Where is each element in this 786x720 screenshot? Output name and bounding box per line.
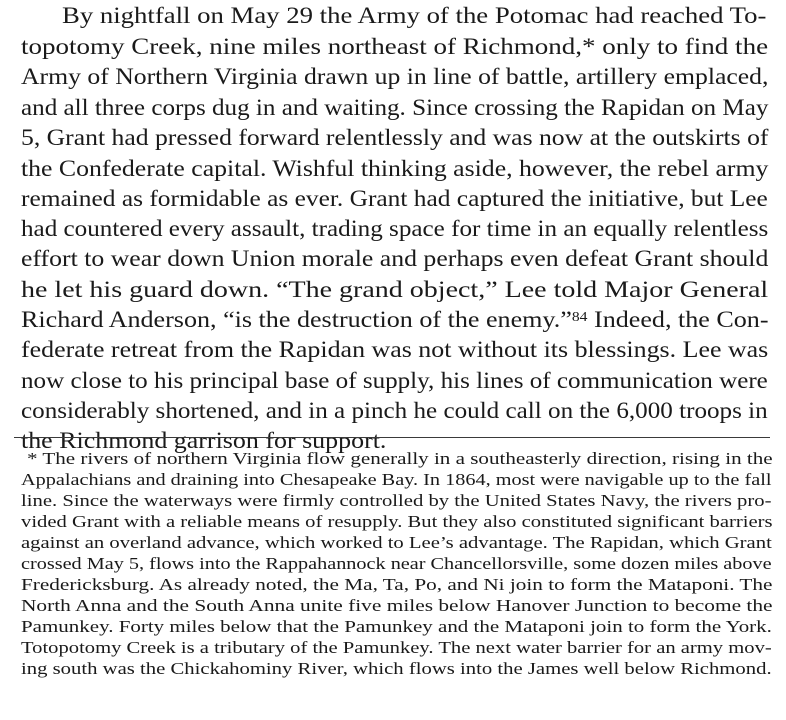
footnote-line: Totopotomy Creek is a tributary of the Pamunkey. The next water barrier for an army mov-: [21, 638, 772, 657]
body-line: By nightfall on May 29 the Army of the Potomac had reached To-: [62, 3, 767, 29]
footnote-line: * The rivers of northern Virginia flow generally in a southeasterly direction, rising in the: [27, 449, 773, 468]
body-line: the Richmond garrison for support.: [21, 428, 387, 454]
body-line: 5, Grant had pressed forward relentlessly and was now at the outskirts of: [21, 125, 769, 151]
footnote-line: Pamunkey. Forty miles below that the Pamunkey and the Mataponi join to form the York.: [21, 617, 772, 636]
footnote-divider: [14, 437, 770, 438]
body-line: and all three corps dug in and waiting. Since crossing the Rapidan on May: [21, 95, 769, 121]
body-line: now close to his principal base of supply, his lines of communication were: [21, 368, 768, 394]
footnote-line: Appalachians and draining into Chesapeake Bay. In 1864, most were navigable up to the fall: [21, 470, 772, 489]
body-line-text: Indeed, the Con-: [587, 307, 769, 333]
footnote-line: North Anna and the South Anna unite five miles below Hanover Junction to become the: [21, 596, 773, 615]
footnote-line: crossed May 5, flows into the Rappahannock near Chancellorsville, some dozen miles above: [21, 554, 772, 573]
body-line: considerably shortened, and in a pinch he could call on the 6,000 troops in: [21, 398, 768, 424]
footnote-line: against an overland advance, which worked to Lee’s advantage. The Rapidan, which Grant: [21, 533, 772, 552]
footnote-line: ing south was the Chickahominy River, which flows into the James well below Richmond.: [21, 659, 772, 678]
body-line: topotomy Creek, nine miles northeast of Richmond,* only to find the: [21, 34, 769, 60]
body-line: effort to wear down Union morale and perhaps even defeat Grant should: [21, 246, 769, 272]
body-line: he let his guard down. “The grand object,” Lee told Major General: [21, 277, 769, 303]
footnote-line: Fredericksburg. As already noted, the Ma, Ta, Po, and Ni join to form the Mataponi. The: [21, 575, 773, 594]
body-line: Army of Northern Virginia drawn up in line of battle, artillery emplaced,: [21, 64, 769, 90]
body-line: the Confederate capital. Wishful thinking aside, however, the rebel army: [21, 156, 769, 182]
footnote-line: line. Since the waterways were firmly controlled by the United States Navy, the rivers pro-: [21, 491, 772, 510]
footnote-line: vided Grant with a reliable means of resupply. But they also constituted significant barriers: [21, 512, 773, 531]
endnote-reference: 84: [571, 310, 588, 325]
body-line: had countered every assault, trading space for time in an equally relentless: [21, 216, 769, 242]
body-line: federate retreat from the Rapidan was not without its blessings. Lee was: [21, 337, 769, 363]
body-line-text: Richard Anderson, “is the destruction of the enemy.”: [21, 307, 572, 333]
body-line: remained as formidable as ever. Grant had captured the initiative, but Lee: [21, 186, 768, 212]
body-line: [21, 309, 769, 332]
